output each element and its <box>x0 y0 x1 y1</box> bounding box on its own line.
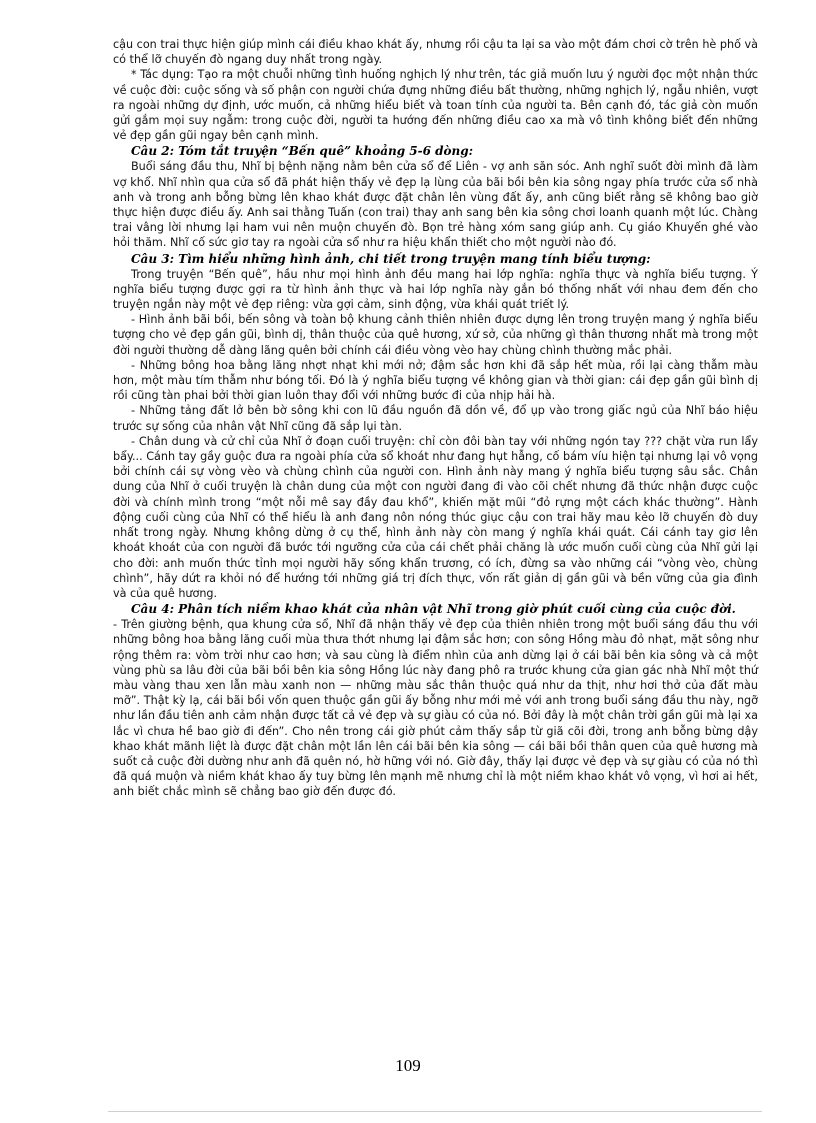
text-body <box>113 37 758 800</box>
paragraph-landslide: - Những tảng đất lở bên bờ sông khi con lũ đầu nguồn đã dồn về, đổ ụp vào trong giấc ngủ của Nhĩ báo hiệu trước sự sống của nhân vật Nhĩ cũng đã sắp lụi tàn. <box>113 404 758 433</box>
paragraph-effect: * Tác dụng: Tạo ra một chuỗi những tình huống nghịch lý như trên, tác giả muốn lưu ý người đọc một nhận thức về cuộc đời: cuộc sống và số phận con người chứa đựng những điều bất thường, những nghịch lý, ngẫu nhiên, vượt ra ngoài những dự định, ước muốn, cả những hiểu biết và toan tính của người ta. Bên cạnh đó, tác giả còn muốn gửi gắm mọi suy ngẫm: trong cuộc đời, người ta hướng đến những điều cao xa mà vô tình không biết đến những vẻ đẹp gần gũi ngay bên cạnh mình. <box>113 68 758 143</box>
paragraph-riverbank: - Hình ảnh bãi bồi, bến sông và toàn bộ khung cảnh thiên nhiên được dựng lên trong truyện mang ý nghĩa biểu tượng cho vẻ đẹp gần gũi, bình dị, thân thuộc của quê hương, xứ sở, của những gì thân thương nhất mà trong một đời người thường dễ dàng lãng quên bởi chính cái điều vòng vèo hay chùng chình thường mắc phải. <box>113 313 758 357</box>
heading-question-3: Câu 3: Tìm hiểu những hình ảnh, chi tiết trong truyện mang tính biểu tượng: <box>131 251 651 266</box>
paragraph-longing: - Trên giường bệnh, qua khung cửa sổ, Nhĩ đã nhận thấy vẻ đẹp của thiên nhiên trong một buổi sáng đầu thu với những bông hoa bằng lăng cuối mùa thưa thớt nhưng lại đậm sắc hơn; con sông Hồng màu đỏ nhạt, mặt sông như rộng thêm ra: vòm trời như cao hơn; và sau cùng là điểm nhìn của anh dừng lại ở cái bãi bên kia sông và cả một vùng phù sa lâu đời của bãi bồi bên kia sông Hồng lúc này đang phô ra trước khung cửa gian gác nhà Nhĩ một thứ màu vàng thau xen lẫn màu xanh non — những màu sắc thân thuộc quá như da thịt, như hơi thở của đất màu mỡ”. Thật kỳ lạ, cái bãi bồi vốn quen thuộc gần gũi ấy bỗng như mới mẻ với anh trong buổi sáng đầu thu này, ngỡ như lần đầu tiên anh cảm nhận được tất cả vẻ đẹp và sự giàu có của nó. Bởi đây là một chân trời gần gũi mà lại xa lắc vì chưa hề bao giờ đi đến”. Cho nên trong cái giờ phút cảm thấy sắp từ giã cõi đời, trong anh bỗng bừng dậy khao khát mãnh liệt là được đặt chân một lần lên cái bãi bên kia sông — cái bãi bồi thân quen của quê hương mà suốt cả cuộc đời dường như anh đã quên nó, hờ hững với nó. Giờ đây, thấy lại được vẻ đẹp và sự giàu có của nó thì đã quá muộn và niềm khát khao ấy tuy bừng lên mạnh mẽ nhưng chỉ là một niềm khao khát vô vọng, vì hơi ai hết, anh biết chắc mình sẽ chẳng bao giờ đến được đó. <box>113 618 758 799</box>
bottom-rule <box>108 1111 762 1112</box>
paragraph-flowers: - Những bông hoa bằng lăng nhợt nhạt khi mới nở; đậm sắc hơn khi đã sắp hết mùa, rồi lại càng thẫm màu hơn, một màu tím thẫm như bóng tối. Đó là ý nghĩa biểu tượng về không gian và thời gian: cái đẹp gần gũi bình dị rồi cũng tàn phai bởi thời gian luôn thay đổi với những bước đi của nhịp hải hà. <box>113 358 758 403</box>
paragraph-portrait: - Chân dung và cử chỉ của Nhĩ ở đoạn cuối truyện: chỉ còn đôi bàn tay với những ngón tay ??? chặt vừa run lẩy bẩy... Cánh tay gầy guộc đưa ra ngoài phía cửa sổ khoát như đang hụt hẫng, cố bám víu hiện tại nhưng lại vô vọng bởi chính cái sự vòng vèo và chùng chình của người con. Hình ảnh này mang ý nghĩa biểu tượng sâu sắc. Chân dung của Nhĩ ở cuối truyện là chân dung của một con người đang đi vào cõi chết nhưng đã thức nhận được cuộc đời và chính mình trong “một nỗi mê say đầy đau khổ”, khiến mặt mũi “đỏ rựng một cách khác thường”. Hành động cuối cùng của Nhĩ có thể hiểu là anh đang nôn nóng thúc giục cậu con trai hãy mau kẻo lỡ chuyến đò duy nhất trong ngày. Nhưng không dừng ở cụ thể, hình ảnh này còn mang ý nghĩa khái quát. Cái cánh tay giơ lên khoát khoát của con người đã bước tới ngưỡng cửa của cái chết phải chăng là ước muốn cuối cùng của Nhĩ gửi lại cho đời: anh muốn thức tỉnh mọi người hãy sống khẩn trương, có ích, đừng sa vào những cái “vòng vèo, chùng chình”, hãy dứt ra khỏi nó để hướng tới những giá trị đích thực, vốn rất giản dị gần gũi và bền vững của gia đình và của quê hương. <box>113 434 758 600</box>
heading-question-4: Câu 4: Phân tích niềm khao khát của nhân vật Nhĩ trong giờ phút cuối cùng của cuộc đời. <box>131 602 736 617</box>
heading-question-2: Câu 2: Tóm tắt truyện “Bến quê” khoảng 5-6 dòng: <box>131 144 474 159</box>
page-number: 109 <box>395 1056 421 1075</box>
paragraph-symbolism-intro: Trong truyện “Bến quê”, hầu như mọi hình ảnh đều mang hai lớp nghĩa: nghĩa thực và nghĩa biểu tượng. Ý nghĩa biểu tượng được gợi ra từ hình ảnh thực và hai lớp nghĩa này gắn bó thống nhất với nhau đem đến cho truyện ngắn này một vẻ đẹp riêng: vừa gợi cảm, sinh động, vừa khái quát triết lý. <box>113 267 758 312</box>
paragraph-summary: Buổi sáng đầu thu, Nhĩ bị bệnh nặng nằm bên cửa sổ để Liên - vợ anh săn sóc. Anh nghĩ suốt đời mình đã làm vợ khổ. Nhĩ nhìn qua cửa sổ đã phát hiện thấy vẻ đẹp lạ lùng của bãi bồi bên kia sông ngay phía trước cửa sổ nhà anh và trong anh bỗng bừng lên khao khát được đặt chân lên vùng đất ấy, anh cũng biết rằng sẽ không bao giờ thực hiện được điều ấy. Anh sai thằng Tuấn (con trai) thay anh sang bên kia sông chơi loanh quanh một lúc. Chàng trai vâng lời nhưng lại ham vui nên muộn chuyến đò. Bọn trẻ hàng xóm sang giúp anh. Cụ giáo Khuyến ghé vào hỏi thăm. Nhĩ cố sức giơ tay ra ngoài cửa sổ như ra hiệu khẩn thiết cho một người nào đó. <box>113 160 758 250</box>
paragraph-continuation: cậu con trai thực hiện giúp mình cái điều khao khát ấy, nhưng rồi cậu ta lại sa vào một đám chơi cờ trên hè phố và có thể lỡ chuyến đò ngang duy nhất trong ngày. <box>113 38 758 67</box>
